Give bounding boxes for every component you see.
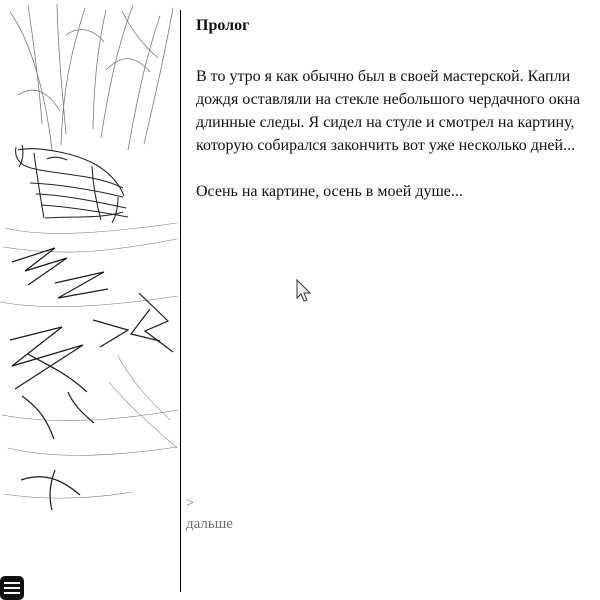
hamburger-menu-icon[interactable] (0, 576, 24, 600)
story-paragraph: В то утро я как обычно был в своей мастерской. Капли дождя оставляли на стекле небольшого чердачного окна длинные следы. Я сидел на стуле и смотрел на картину, которую собирался закончить вот уже несколько дней... (196, 68, 581, 154)
story-paragraph: Осень на картине, осень в моей душе... (196, 183, 463, 200)
chapter-title: Пролог (196, 17, 250, 34)
park-bench-sketch (0, 0, 180, 600)
next-button[interactable]: дальше (186, 516, 233, 532)
story-panel (196, 14, 592, 226)
vertical-divider (180, 10, 181, 592)
prompt-symbol: > (186, 496, 194, 511)
pointer-cursor-icon (295, 278, 311, 302)
